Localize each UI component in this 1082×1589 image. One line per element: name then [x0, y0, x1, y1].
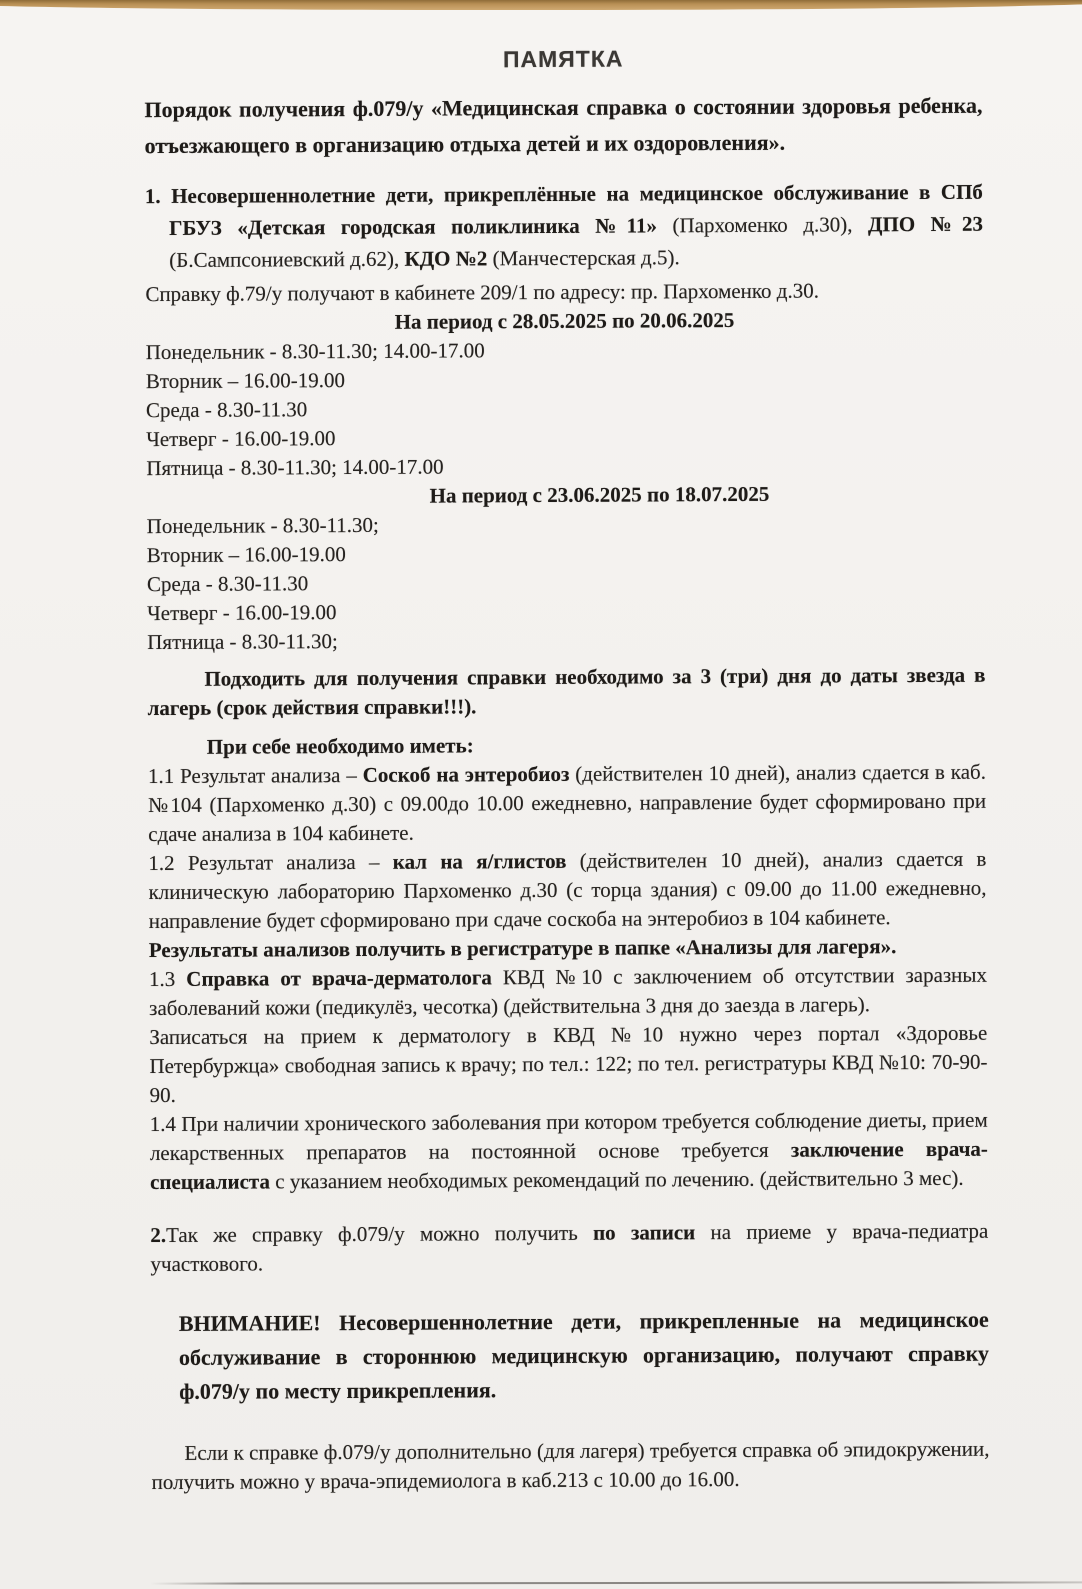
schedule-line-wednesday: Среда - 8.30-11.30	[145, 397, 308, 423]
scan-bottom-edge	[150, 1581, 1082, 1584]
bring-with-heading: При себе необходимо иметь:	[206, 733, 474, 759]
document-title: ПАМЯТКА	[502, 45, 624, 73]
epid-certificate-note: Если к справке ф.079/у дополнительно (для лагеря) требуется справка об эпидокружении, получить можно у врача-эпидемиолога в каб.213 с 10.00 до 16.00.	[151, 1436, 990, 1495]
clinics-list-item: 1. Несовершеннолетние дети, прикреплённые на медицинское обслуживание в СПб ГБУЗ «Детская городская поликлиника №11» (Пархоменко д.30), ДПО №23 (Б.Сампсониевский д.62), КДО №2 (Манчестерская д.5).	[144, 179, 984, 272]
point-2-paragraph: 2.Так же справку ф.079/у можно получить по записи на приеме у врача-педиатра участкового.	[150, 1218, 989, 1277]
period-1-schedule	[146, 334, 985, 483]
schedule-line-tuesday: Вторник – 16.00-19.00	[145, 368, 346, 394]
period-2-heading: На период с 23.06.2025 по 18.07.2025	[429, 481, 770, 508]
schedule-line-thursday: Четверг - 16.00-19.00	[146, 426, 336, 452]
office-location-line: Справку ф.79/у получают в кабинете 209/1 по адресу: пр. Пархоменко д.30.	[145, 278, 820, 307]
period-1-heading: На период с 28.05.2025 по 20.06.2025	[394, 307, 735, 334]
three-days-note: Подходить для получения справки необходимо за 3 (три) дня до даты звезда в лагерь (срок действия справки!!!).	[147, 662, 986, 721]
attention-paragraph: ВНИМАНИЕ! Несовершеннолетние дети, прикрепленные на медицинское обслуживание в стороннюю медицинскую организацию, получают справку ф.079/у по месту прикрепления.	[178, 1306, 990, 1404]
schedule-line-thursday: Четверг - 16.00-19.00	[147, 600, 337, 626]
results-pickup-note: Результаты анализов получить в регистратуре в папке «Анализы для лагеря».	[148, 934, 897, 963]
schedule-line-tuesday: Вторник – 16.00-19.00	[146, 542, 346, 568]
schedule-line-friday: Пятница - 8.30-11.30;	[147, 629, 338, 655]
period-2-schedule	[147, 508, 986, 657]
requirement-1-2: 1.2 Результат анализа – кал на я/глистов (действителен 10 дней), анализ сдается в клиническую лабораторию Пархоменко д.30 (с торца здания) с 09.00 до 11.00 ежедневно, направление будет сформировано при сдаче соскоба на энтеробиоз в 104 кабинете.	[148, 846, 987, 934]
schedule-line-wednesday: Среда - 8.30-11.30	[146, 571, 309, 597]
schedule-line-friday: Пятница - 8.30-11.30; 14.00-17.00	[146, 454, 444, 481]
schedule-line-monday: Понедельник - 8.30-11.30;	[146, 512, 379, 539]
dermatologist-appointment-note: Записаться на прием к дерматологу в КВД №10 нужно через портал «Здоровье Петербуржца» свободная запись к врачу; по тел.: 122; по тел. регистратуры КВД №10: 70-90-90.	[149, 1020, 988, 1108]
requirement-1-1: 1.1 Результат анализа – Соскоб на энтеробиоз (действителен 10 дней), анализ сдается в каб. №104 (Пархоменко д.30) с 09.00до 10.00 ежедневно, направление будет сформировано при сдаче анализа в 104 кабинете.	[147, 759, 987, 847]
intro-paragraph: Порядок получения ф.079/у «Медицинская справка о состоянии здоровья ребенка, отъезжающего в организацию отдыха детей и их оздоровления».	[144, 92, 983, 159]
requirement-1-3: 1.3 Справка от врача-дерматолога КВД №10 с заключением об отсутствии заразных заболеваний кожи (педикулёз, чесотка) (действительна 3 дня до заезда в лагерь).	[148, 962, 988, 1021]
schedule-line-monday: Понедельник - 8.30-11.30; 14.00-17.00	[145, 338, 485, 365]
list-item-number: 1.	[144, 183, 161, 209]
requirement-1-4: 1.4 При наличии хронического заболевания при котором требуется соблюдение диеты, прием лекарственных препаратов на постоянной основе требуется заключение врача-специалиста с указанием необходимых рекомендаций по лечению. (действительно 3 мес).	[149, 1107, 988, 1195]
